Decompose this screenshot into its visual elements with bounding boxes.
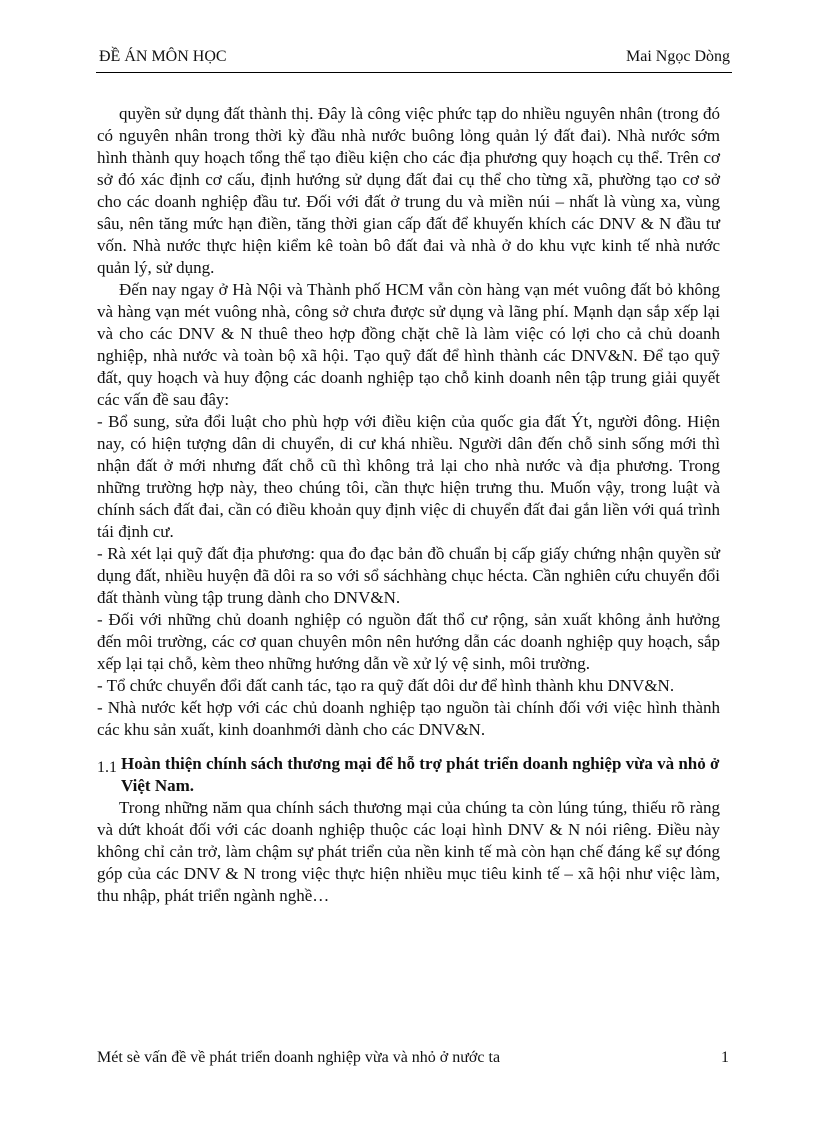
document-body — [97, 103, 720, 907]
paragraph-land-rights: quyền sử dụng đất thành thị. Đây là công việc phức tạp do nhiều nguyên nhân (trong đó có nguyên nhân trong thời kỳ đầu nhà nước buông lỏng quản lý đất đai). Nhà nước sớm hình thành quy hoạch tổng thể tạo điều kiện cho các địa phương quy hoạch cụ thể. Trên cơ sở đó xác định cơ cấu, định hướng sử dụng đất đai cụ thể cho từng xã, phường tạo cơ sở cho các doanh nghiệp đầu tư. Đối với đất ở trung du và miền núi – nhất là vùng xa, vùng sâu, nên tăng mức hạn điền, tăng thời gian cấp đất để khuyến khích các DNV & N đầu tư vốn. Nhà nước thực hiện kiểm kê toàn bô đất đai và nhà ở do khu vực kinh tế nhà nước quản lý, sử dụng. — [97, 104, 720, 277]
paragraph-trade-policy: Trong những năm qua chính sách thương mại của chúng ta còn lúng túng, thiếu rõ ràng và dứt khoát đối với các doanh nghiệp thuộc các loại hình DNV & N nói riêng. Điều này không chỉ cản trở, làm chậm sự phát triển của nền kinh tế mà còn hạn chế đáng kể sự đóng góp của các DNV & N trong việc thực hiện nhiều mục tiêu kinh tế – xã hội như việc làm, thu nhập, phát triển ngành nghề… — [97, 798, 720, 905]
paragraph-hanoi-hcm: Đến nay ngay ở Hà Nội và Thành phố HCM vẫn còn hàng vạn mét vuông đất bỏ không và hàng vạn mét vuông nhà, công sở chưa được sử dụng và lãng phí. Mạnh dạn sắp xếp lại và cho các DNV & N thuê theo hợp đồng chặt chẽ là làm việc có lợi cho cả chủ doanh nghiệp, nhà nước và toàn bộ xã hội. Tạo quỹ đất để hình thành các DNV&N. Để tạo quỹ đất, quy hoạch và huy động các doanh nghiệp tạo chỗ kinh doanh nên tập trung giải quyết các vấn đề sau đây: — [97, 280, 720, 409]
header-author: Mai Ngọc Dòng — [626, 48, 730, 65]
section-title: Hoàn thiện chính sách thương mại để hỗ trợ phát triển doanh nghiệp vừa và nhỏ ở Việt Nam. — [121, 754, 720, 795]
page-number: 1 — [721, 1049, 729, 1066]
bullet-state-finance: - Nhà nước kết hợp với các chủ doanh nghiệp tạo nguồn tài chính đối với việc hình thành các khu sản xuất, kinh doanhmới dành cho các DNV&N. — [97, 698, 720, 739]
bullet-review-land: - Rà xét lại quỹ đất địa phương: qua đo đạc bản đồ chuẩn bị cấp giấy chứng nhận quyền sử dụng đất, nhiều huyện đã dôi ra so với sổ sáchhàng chục hécta. Cần nghiên cứu chuyển đổi đất thành vùng tập trung dành cho DNV&N. — [97, 544, 720, 607]
header-divider — [96, 72, 732, 73]
bullet-owners-land: - Đối với những chủ doanh nghiệp có nguồn đất thổ cư rộng, sản xuất không ảnh hưởng đến môi trường, các cơ quan chuyên môn nên hướng dẫn các doanh nghiệp quy hoạch, sắp xếp lại tại chỗ, kèm theo những hướng dẫn về xử lý vệ sinh, môi trường. — [97, 610, 720, 673]
bullet-amend-law: - Bổ sung, sửa đổi luật cho phù hợp với điều kiện của quốc gia đất Ýt, người đông. Hiện nay, có hiện tượng dân di chuyển, di cư khá nhiều. Người dân đến chỗ sinh sống mới thì nhận đất ở mới nhưng đất chỗ cũ thì không trả lại cho nhà nước và địa phương. Trong những trường hợp này, theo chúng tôi, cần thực hiện trưng thu. Muốn vậy, trong luật và chính sách đất đai, cần có điều khoản quy định việc di chuyển đất đai gắn liền với quá trình tái định cư. — [97, 412, 720, 541]
footer-title: Mét sè vấn đề về phát triển doanh nghiệp vừa và nhỏ ở nước ta — [97, 1049, 501, 1066]
header-title: ĐỀ ÁN MÔN HỌC — [99, 48, 227, 65]
bullet-convert-land: - Tổ chức chuyển đổi đất canh tác, tạo ra quỹ đất dôi dư để hình thành khu DNV&N. — [97, 676, 675, 695]
section-number: 1.1 — [97, 759, 117, 776]
section-heading — [97, 753, 720, 797]
